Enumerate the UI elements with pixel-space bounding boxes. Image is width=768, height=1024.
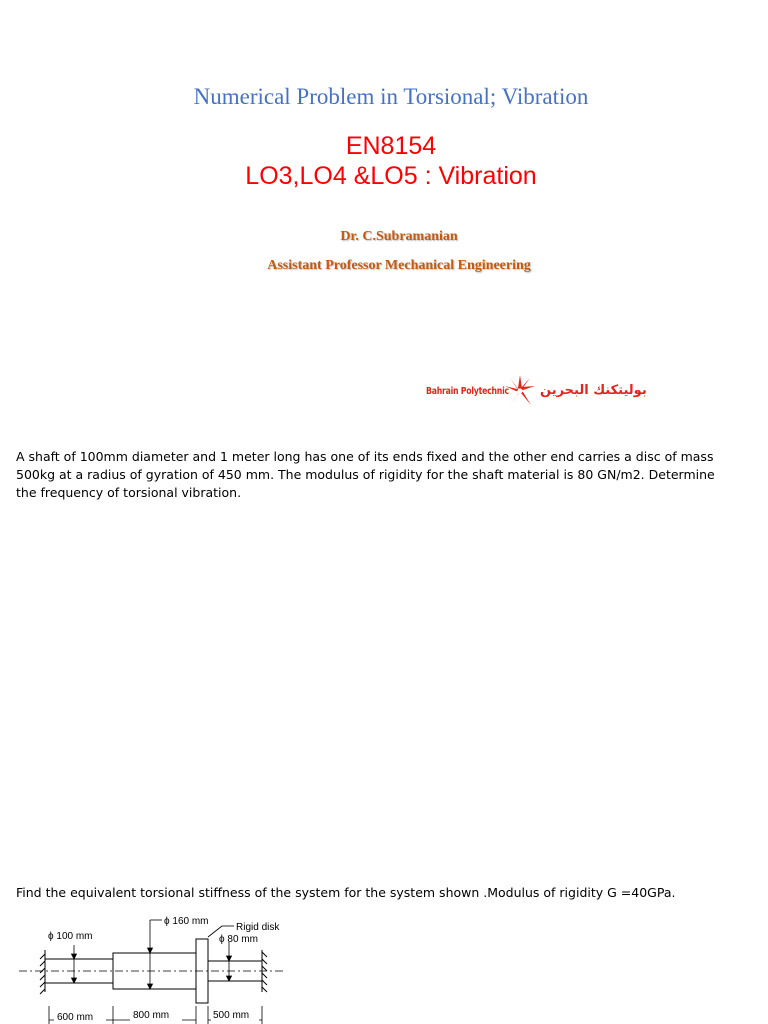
label-disk: Rigid disk (236, 922, 280, 933)
author-title: Assistant Professor Mechanical Engineering (267, 258, 531, 273)
fixed-support-left (40, 950, 45, 994)
label-l2: 800 mm (133, 1010, 170, 1021)
label-d3: ϕ 80 mm (219, 934, 258, 945)
course-code: EN8154 (345, 132, 437, 160)
label-d1: ϕ 100 mm (48, 931, 93, 942)
label-l1: 600 mm (57, 1012, 94, 1023)
institution-logo (424, 374, 647, 410)
dimension-arrows (72, 920, 235, 989)
star-burst-icon (504, 374, 536, 408)
learning-outcomes: LO3,LO4 &LO5 : Vibration (245, 162, 537, 190)
logo-text-ar: بوليتكنك البحرين (540, 383, 647, 398)
author-name: Dr. C.Subramanian (340, 229, 458, 244)
slide-title: Numerical Problem in Torsional; Vibration (193, 84, 589, 109)
problem-1-text: A shaft of 100mm diameter and 1 meter long has one of its ends fixed and the other end carries a disc of mass 500kg at a radius of gyration of 450 mm. The modulus of rigidity for the shaft material is 80 GN/m2. Determine the frequency of torsional vibration. (16, 449, 715, 500)
shaft-system-figure (14, 912, 314, 1024)
logo-text-en: Bahrain Polytechnic (426, 386, 509, 397)
problem-2-text: Find the equivalent torsional stiffness of the system for the system shown .Modulus of rigidity G =40GPa. (16, 885, 676, 900)
label-l3: 500 mm (213, 1010, 250, 1021)
label-d2: ϕ 160 mm (164, 916, 209, 927)
